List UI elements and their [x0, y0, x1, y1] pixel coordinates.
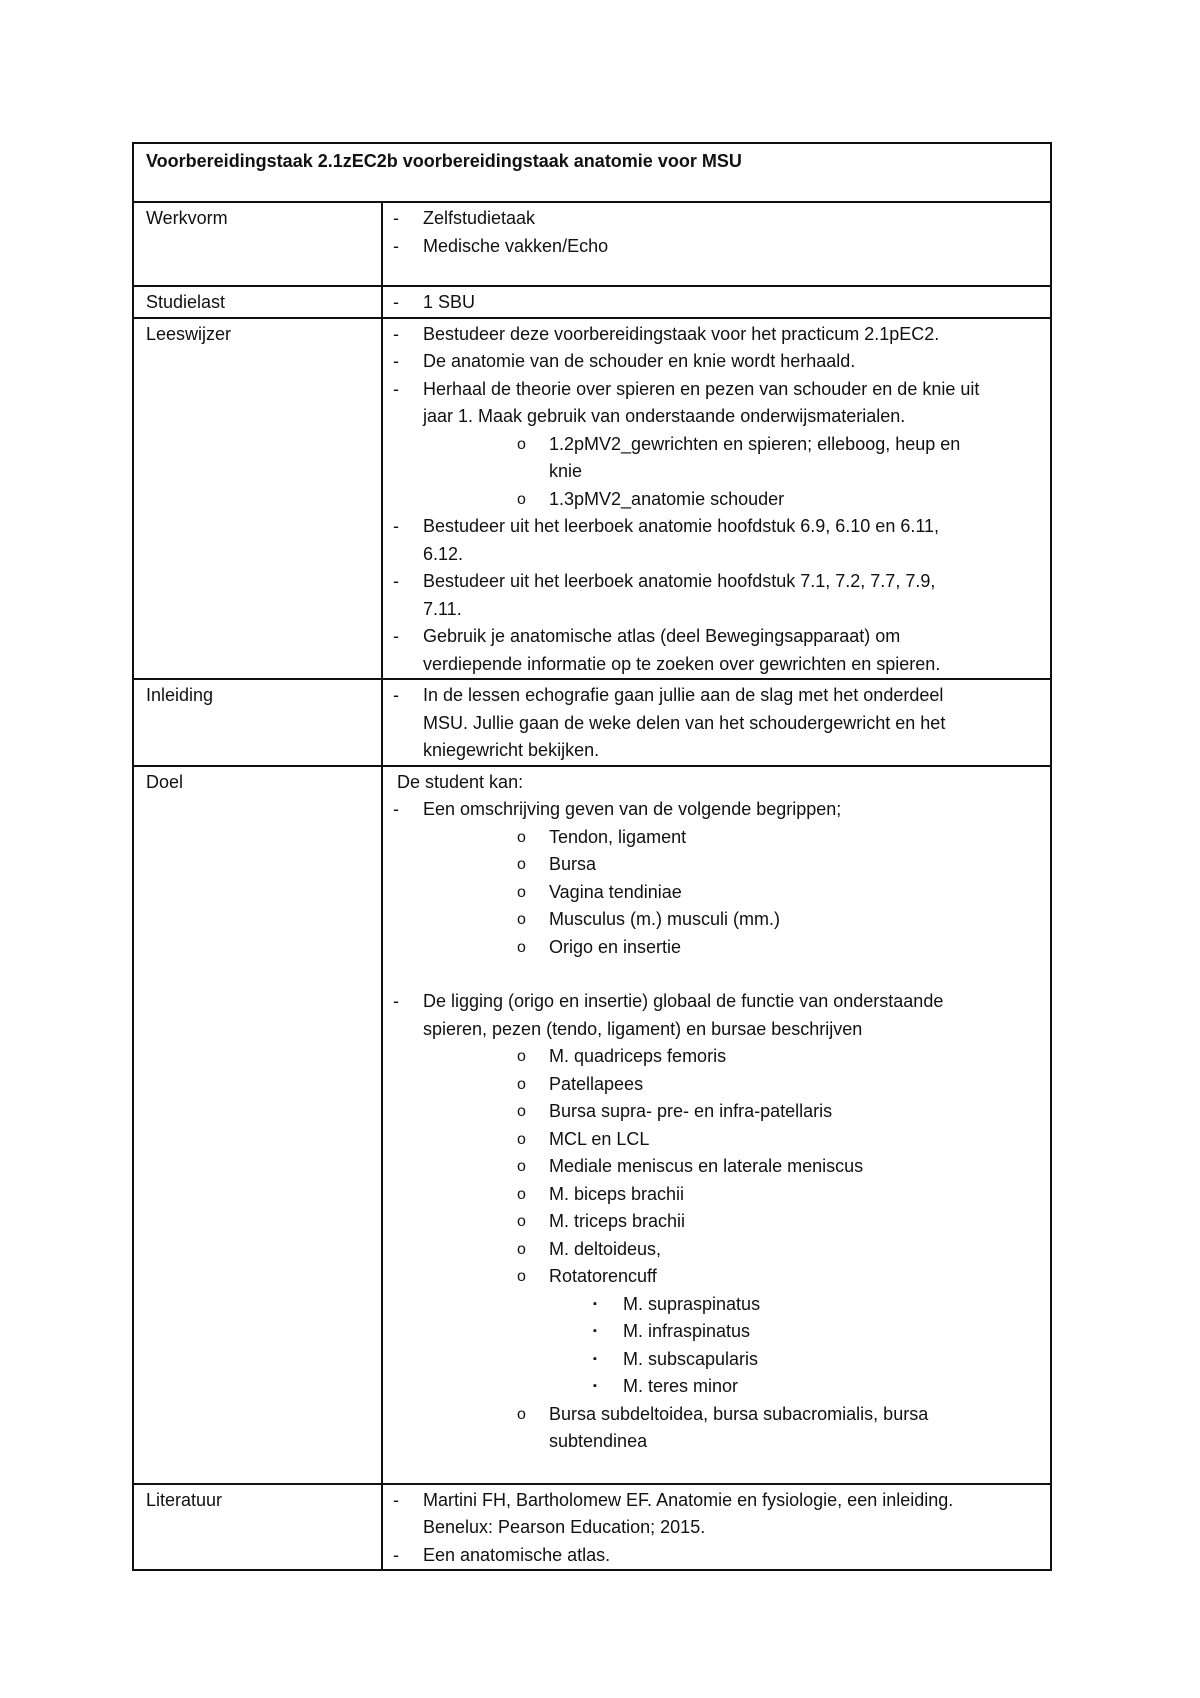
- row-werkvorm: [133, 202, 1051, 286]
- dash-marker: -: [393, 626, 399, 646]
- sub-list-item: o Bursa supra- pre- en infra-patellaris: [393, 1098, 1040, 1126]
- sub-list-item: o M. triceps brachii: [393, 1208, 1040, 1236]
- list-item-continuation: 6.12.: [423, 543, 464, 564]
- dash-marker: -: [393, 799, 399, 819]
- studielast-label: Studielast: [133, 286, 382, 318]
- circle-marker: o: [517, 1130, 526, 1148]
- sub-list-item: o Rotatorencuff: [393, 1263, 1040, 1291]
- dash-marker: -: [393, 323, 399, 344]
- literatuur-label: Literatuur: [133, 1484, 382, 1571]
- circle-marker: o: [517, 490, 526, 508]
- sub-sub-list-item: ▪ M. supraspinatus: [393, 1291, 1040, 1319]
- circle-marker: o: [517, 1240, 526, 1258]
- square-marker: ▪: [593, 1325, 597, 1337]
- sub-list-item: o Patellapees: [393, 1071, 1040, 1099]
- list-item-continuation: Benelux: Pearson Education; 2015.: [423, 1517, 706, 1537]
- list-item-continuation: verdiepende informatie op te zoeken over gewrichten en spieren.: [423, 653, 941, 674]
- dash-marker: -: [393, 1489, 399, 1510]
- dash-marker: -: [393, 378, 399, 399]
- doel-content: [382, 766, 1051, 1484]
- list-item: - Een omschrijving geven van de volgende begrippen;: [393, 796, 1040, 824]
- title-row: [133, 143, 1051, 202]
- list-item: - Medische vakken/Echo: [393, 233, 1040, 261]
- list-item: - Zelfstudietaak: [393, 205, 1040, 233]
- circle-marker: o: [517, 883, 526, 901]
- sub-list-item-continuation: subtendinea: [549, 1431, 648, 1451]
- sub-sub-list-item: ▪ M. teres minor: [393, 1373, 1040, 1401]
- circle-marker: o: [517, 828, 526, 846]
- werkvorm-label: Werkvorm: [133, 202, 382, 286]
- spacer: [393, 1456, 1040, 1483]
- list-item-continuation: 7.11.: [423, 598, 462, 619]
- circle-marker: o: [517, 1103, 526, 1120]
- sub-list-item: o M. deltoideus,: [393, 1236, 1040, 1264]
- dash-marker: -: [393, 235, 399, 256]
- list-item: - Bestudeer uit het leerboek anatomie hoofdstuk 7.1, 7.2, 7.7, 7.9,: [393, 568, 1040, 596]
- sub-list-item: o 1.3pMV2_anatomie schouder: [393, 486, 1040, 514]
- sub-sub-list-item: ▪ M. subscapularis: [393, 1346, 1040, 1374]
- list-item: - Bestudeer uit het leerboek anatomie hoofdstuk 6.9, 6.10 en 6.11,: [393, 513, 1040, 541]
- sub-sub-list-item: ▪ M. infraspinatus: [393, 1318, 1040, 1346]
- leeswijzer-content: [382, 318, 1051, 680]
- circle-marker: o: [517, 856, 526, 873]
- leeswijzer-label: Leeswijzer: [133, 318, 382, 680]
- dash-marker: -: [393, 991, 399, 1011]
- list-item: - De anatomie van de schouder en knie wordt herhaald.: [393, 348, 1040, 376]
- row-studielast: [133, 286, 1051, 318]
- circle-marker: o: [517, 1405, 526, 1423]
- sub-list-item-continuation: knie: [549, 461, 583, 481]
- circle-marker: o: [517, 1158, 526, 1175]
- list-item: - Herhaal de theorie over spieren en pezen van schouder en de knie uit: [393, 376, 1040, 404]
- sub-list-item: o Origo en insertie: [393, 934, 1040, 962]
- sub-list-item: o Bursa: [393, 851, 1040, 879]
- circle-marker: o: [517, 1075, 526, 1093]
- list-item: - Een anatomische atlas.: [393, 1542, 1040, 1570]
- task-table: [132, 142, 1052, 1571]
- dash-marker: -: [393, 208, 399, 228]
- circle-marker: o: [517, 911, 526, 928]
- square-marker: ▪: [593, 1380, 597, 1392]
- document-title: Voorbereidingstaak 2.1zEC2b voorbereidingstaak anatomie voor MSU: [133, 143, 1051, 202]
- dash-marker: -: [393, 516, 399, 536]
- list-item: - In de lessen echografie gaan jullie aan de slag met het onderdeel: [393, 682, 1040, 710]
- sub-list-item: o Bursa subdeltoidea, bursa subacromialis, bursa: [393, 1401, 1040, 1429]
- list-item-continuation: jaar 1. Maak gebruik van onderstaande onderwijsmaterialen.: [423, 406, 906, 426]
- circle-marker: o: [517, 1185, 526, 1203]
- literatuur-content: [382, 1484, 1051, 1571]
- circle-marker: o: [517, 938, 526, 956]
- square-marker: ▪: [593, 1352, 597, 1365]
- dash-marker: -: [393, 1544, 399, 1565]
- row-doel: [133, 766, 1051, 1484]
- werkvorm-content: [382, 202, 1051, 286]
- inleiding-label: Inleiding: [133, 679, 382, 766]
- spacer: [393, 961, 1040, 988]
- doel-intro: De student kan:: [397, 771, 524, 792]
- list-item-continuation: kniegewricht bekijken.: [423, 740, 600, 760]
- square-marker: ▪: [593, 1297, 597, 1310]
- list-item: - De ligging (origo en insertie) globaal de functie van onderstaande: [393, 988, 1040, 1016]
- list-item-continuation: MSU. Jullie gaan de weke delen van het schoudergewricht en het: [423, 712, 946, 733]
- sub-list-item: o MCL en LCL: [393, 1126, 1040, 1154]
- sub-list-item: o M. biceps brachii: [393, 1181, 1040, 1209]
- sub-list-item: o Vagina tendiniae: [393, 879, 1040, 907]
- row-literatuur: [133, 1484, 1051, 1571]
- list-item-continuation: spieren, pezen (tendo, ligament) en bursae beschrijven: [423, 1018, 863, 1039]
- sub-list-item: o Musculus (m.) musculi (mm.): [393, 906, 1040, 934]
- row-leeswijzer: [133, 318, 1051, 680]
- sub-list-item: o 1.2pMV2_gewrichten en spieren; elleboog, heup en: [393, 431, 1040, 459]
- circle-marker: o: [517, 1048, 526, 1065]
- circle-marker: o: [517, 1268, 526, 1285]
- dash-marker: -: [393, 292, 399, 312]
- dash-marker: -: [393, 351, 399, 371]
- dash-marker: -: [393, 685, 399, 705]
- doel-label: Doel: [133, 766, 382, 1484]
- dash-marker: -: [393, 571, 399, 591]
- sub-list-item: o M. quadriceps femoris: [393, 1043, 1040, 1071]
- circle-marker: o: [517, 1213, 526, 1230]
- row-inleiding: [133, 679, 1051, 766]
- list-item: - 1 SBU: [393, 289, 1040, 317]
- circle-marker: o: [517, 435, 526, 453]
- studielast-content: [382, 286, 1051, 318]
- inleiding-content: [382, 679, 1051, 766]
- list-item: - Martini FH, Bartholomew EF. Anatomie en fysiologie, een inleiding.: [393, 1487, 1040, 1515]
- sub-list-item: o Mediale meniscus en laterale meniscus: [393, 1153, 1040, 1181]
- sub-list-item: o Tendon, ligament: [393, 824, 1040, 852]
- list-item: - Bestudeer deze voorbereidingstaak voor het practicum 2.1pEC2.: [393, 321, 1040, 349]
- list-item: - Gebruik je anatomische atlas (deel Bewegingsapparaat) om: [393, 623, 1040, 651]
